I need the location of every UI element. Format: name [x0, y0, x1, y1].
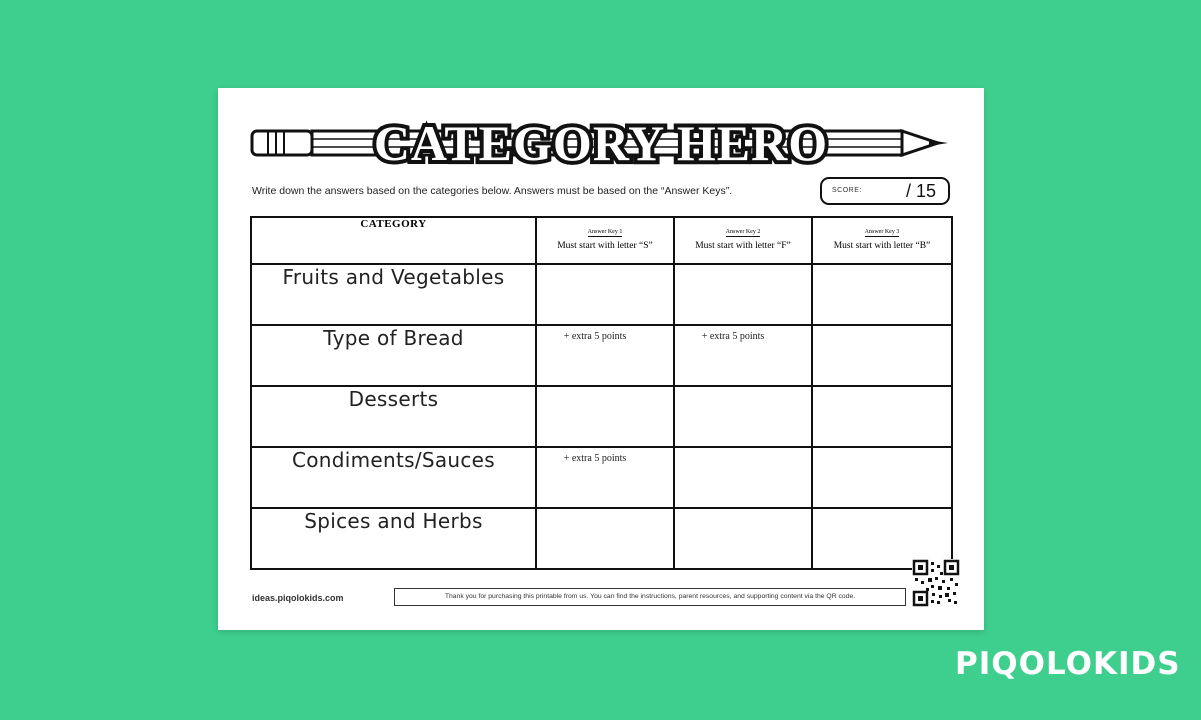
- worksheet: [218, 88, 984, 630]
- answer-cell[interactable]: [674, 325, 812, 386]
- answer-key-title: Answer Key 1: [587, 229, 623, 235]
- answer-cell[interactable]: [812, 325, 952, 386]
- pencil-title-banner: [248, 106, 954, 176]
- answer-cell[interactable]: [536, 264, 674, 325]
- category-name: Type of Bread: [251, 325, 536, 386]
- instructions: Write down the answers based on the categories below. Answers must be based on the “Answer Keys”.: [252, 185, 733, 197]
- score-total: / 15: [905, 181, 936, 201]
- answer-cell[interactable]: [812, 264, 952, 325]
- table-row: [251, 508, 952, 569]
- answer-cell[interactable]: [674, 447, 812, 508]
- answer-key-rule: Must start with letter “S”: [557, 241, 653, 251]
- table-header-row: [251, 217, 952, 264]
- table-row: [251, 325, 952, 386]
- title: CATEGORY HERO: [373, 115, 829, 171]
- score-box: [820, 177, 950, 205]
- answer-cell[interactable]: [536, 447, 674, 508]
- site-url[interactable]: ideas.piqolokids.com: [252, 593, 344, 603]
- answer-key-rule: Must start with letter “B”: [833, 241, 931, 251]
- answer-cell[interactable]: [536, 508, 674, 569]
- answer-cell[interactable]: [674, 386, 812, 447]
- answer-cell[interactable]: [674, 508, 812, 569]
- category-name: Condiments/Sauces: [251, 447, 536, 508]
- answer-cell[interactable]: [536, 386, 674, 447]
- category-table: [250, 216, 953, 570]
- extra-points-note: + extra 5 points: [701, 331, 765, 342]
- answer-key-header: [536, 217, 674, 264]
- category-header: CATEGORY: [251, 217, 536, 264]
- extra-points-note: + extra 5 points: [563, 453, 627, 464]
- table-row: [251, 447, 952, 508]
- qr-code-icon[interactable]: [912, 559, 960, 607]
- category-name: Fruits and Vegetables: [251, 264, 536, 325]
- answer-key-title: Answer Key 2: [725, 229, 761, 235]
- category-name: Desserts: [251, 386, 536, 447]
- score-label: SCORE:: [832, 187, 862, 194]
- thank-you-note: Thank you for purchasing this printable from us. You can find the instructions, parent resources, and supporting content via the QR code.: [394, 588, 906, 606]
- answer-key-title: Answer Key 3: [864, 229, 900, 235]
- table-row: [251, 264, 952, 325]
- answer-key-header: [812, 217, 952, 264]
- answer-cell[interactable]: [812, 447, 952, 508]
- answer-key-header: [674, 217, 812, 264]
- answer-cell[interactable]: [812, 386, 952, 447]
- answer-cell[interactable]: [674, 264, 812, 325]
- table-row: [251, 386, 952, 447]
- category-name: Spices and Herbs: [251, 508, 536, 569]
- brand-logo: PIQOLOKIDS: [955, 646, 1181, 682]
- extra-points-note: + extra 5 points: [563, 331, 627, 342]
- answer-cell[interactable]: [536, 325, 674, 386]
- answer-key-rule: Must start with letter “F”: [695, 241, 791, 251]
